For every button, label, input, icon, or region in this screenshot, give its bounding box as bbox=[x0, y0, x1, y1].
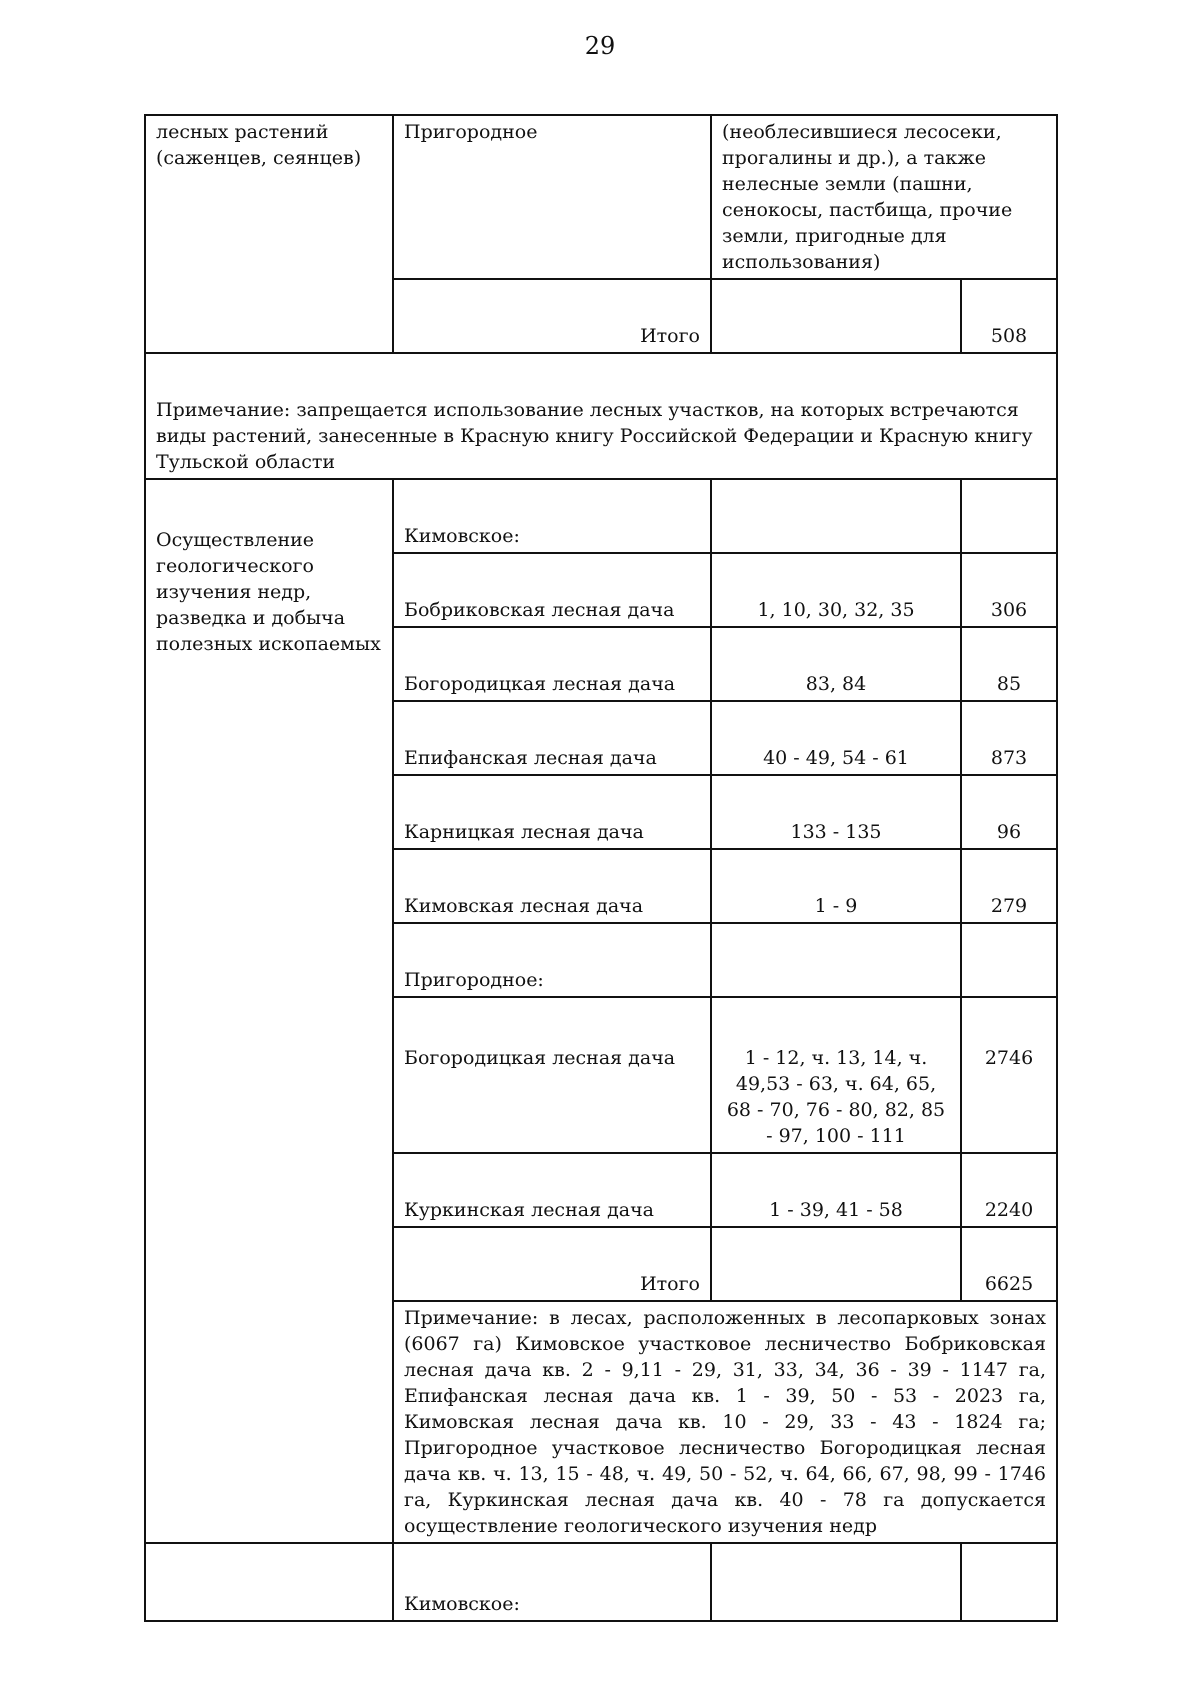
quarters-cell: 83, 84 bbox=[711, 627, 961, 701]
total-value: 6625 bbox=[961, 1227, 1057, 1301]
page-number: 29 bbox=[584, 32, 616, 60]
forestry-cell: Пригородное bbox=[393, 115, 711, 279]
note-text: Примечание: в лесах, расположенных в лесопарковых зонах (6067 га) Кимовское участковое лесничество Бобриковская лесная дача кв. 2 - 9,11 - 29, 31, 33, 34, 36 - 39 - 1147 га, Епифанская лесная дача кв. 1 - 39, 50 - 53 - 2023 га, Кимовская лесная дача кв. 10 - 29, 33 - 43 - 1824 га; Пригородное участковое лесничество Богородицкая лесная дача кв. ч. 13, 15 - 48, ч. 49, 50 - 52, ч. 64, 66, 67, 98, 99 - 1746 га, Куркинская лесная дача кв. 40 - 78 га допускается осуществление геологического изучения недр bbox=[393, 1301, 1057, 1543]
quarters-cell: 1 - 39, 41 - 58 bbox=[711, 1153, 961, 1227]
forest-use-table bbox=[144, 114, 1058, 1622]
empty-cell bbox=[961, 1543, 1057, 1621]
purpose-cell: Осуществление геологического изучения недр, разведка и добыча полезных ископаемых bbox=[145, 479, 393, 1543]
forest-dacha-name: Богородицкая лесная дача bbox=[393, 627, 711, 701]
quarters-cell: 1, 10, 30, 32, 35 bbox=[711, 553, 961, 627]
empty-cell bbox=[711, 1543, 961, 1621]
area-cell: 279 bbox=[961, 849, 1057, 923]
area-cell: 873 bbox=[961, 701, 1057, 775]
area-cell: 2240 bbox=[961, 1153, 1057, 1227]
lands-cell: (необлесившиеся лесосеки, прогалины и др.), а также нелесные земли (пашни, сенокосы, пастбища, прочие земли, пригодные для использования) bbox=[711, 115, 1057, 279]
quarters-cell: 1 - 9 bbox=[711, 849, 961, 923]
quarters-cell bbox=[711, 923, 961, 997]
total-value: 508 bbox=[961, 279, 1057, 353]
forest-dacha-name: Богородицкая лесная дача bbox=[393, 997, 711, 1153]
forest-dacha-name: Карницкая лесная дача bbox=[393, 775, 711, 849]
area-cell: 85 bbox=[961, 627, 1057, 701]
total-label: Итого bbox=[393, 1227, 711, 1301]
purpose-cell bbox=[145, 1543, 393, 1621]
area-cell: 306 bbox=[961, 553, 1057, 627]
forest-dacha-name: Епифанская лесная дача bbox=[393, 701, 711, 775]
quarters-cell: 40 - 49, 54 - 61 bbox=[711, 701, 961, 775]
forest-dacha-name: Бобриковская лесная дача bbox=[393, 553, 711, 627]
area-cell: 2746 bbox=[961, 997, 1057, 1153]
forestry-name: Кимовское: bbox=[393, 479, 711, 553]
quarters-cell: 1 - 12, ч. 13, 14, ч. 49,53 - 63, ч. 64, 65, 68 - 70, 76 - 80, 82, 85 - 97, 100 - 111 bbox=[711, 997, 961, 1153]
forestry-name: Кимовское: bbox=[393, 1543, 711, 1621]
forest-dacha-name: Куркинская лесная дача bbox=[393, 1153, 711, 1227]
purpose-cell: лесных растений (саженцев, сеянцев) bbox=[145, 115, 393, 353]
quarters-cell bbox=[711, 479, 961, 553]
empty-cell bbox=[711, 1227, 961, 1301]
area-cell bbox=[961, 479, 1057, 553]
forest-dacha-name: Кимовская лесная дача bbox=[393, 849, 711, 923]
quarters-cell: 133 - 135 bbox=[711, 775, 961, 849]
area-cell bbox=[961, 923, 1057, 997]
note-text: Примечание: запрещается использование лесных участков, на которых встречаются виды растений, занесенные в Красную книгу Российской Федерации и Красную книгу Тульской области bbox=[145, 353, 1057, 479]
area-cell: 96 bbox=[961, 775, 1057, 849]
empty-cell bbox=[711, 279, 961, 353]
total-label: Итого bbox=[393, 279, 711, 353]
forestry-name: Пригородное: bbox=[393, 923, 711, 997]
